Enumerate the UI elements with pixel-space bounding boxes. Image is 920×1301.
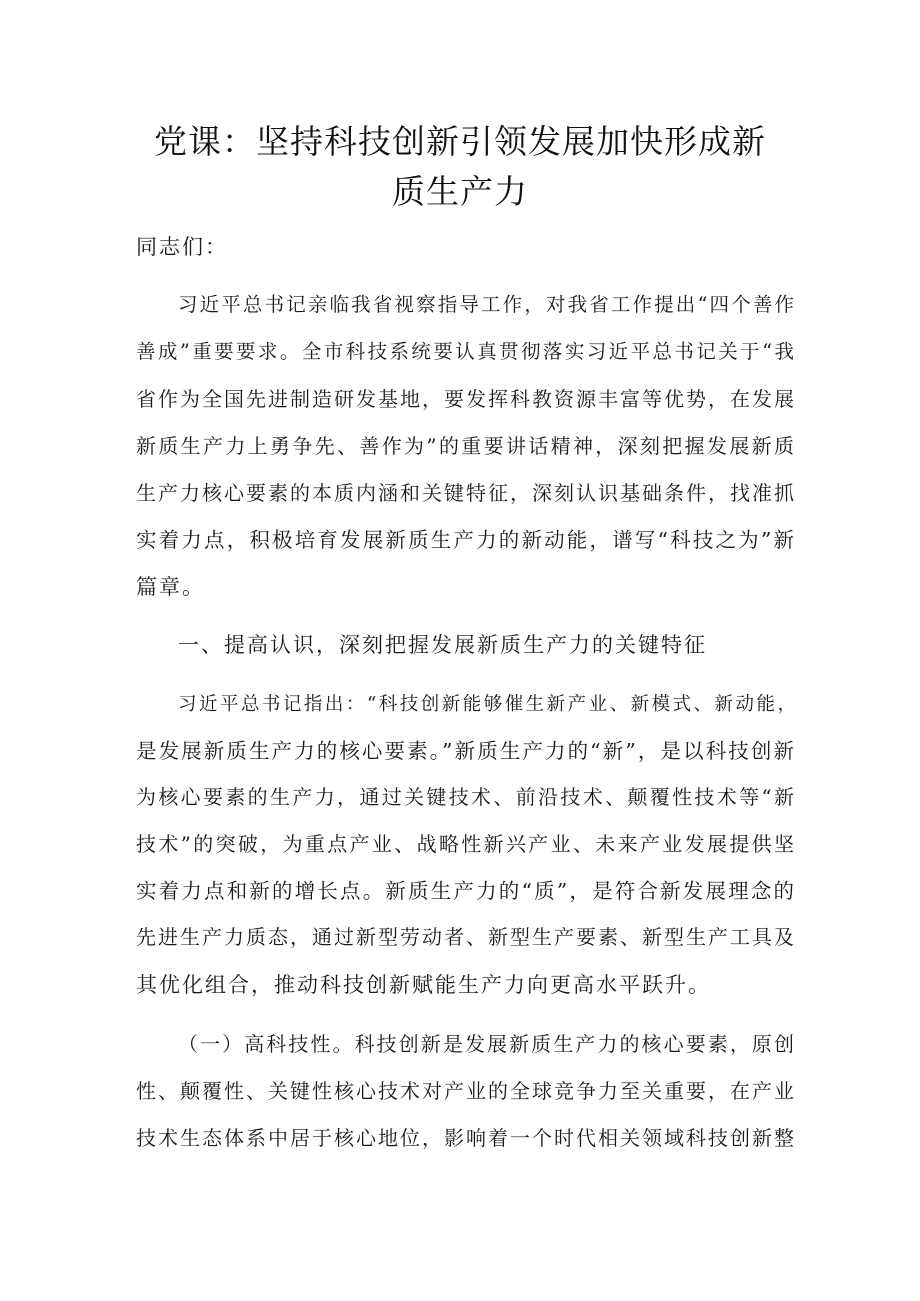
- intro-line: 习近平总书记亲临我省视察指导工作，对我省工作提出“四个善作: [178, 293, 796, 316]
- subsection-1-line: 性、颠覆性、关键性核心技术对产业的全球竞争力至关重要，在产业: [136, 1079, 796, 1103]
- intro-line: 生产力核心要素的本质内涵和关键特征，深刻认识基础条件，找准抓: [136, 481, 796, 505]
- intro-line: 实着力点，积极培育发展新质生产力的新动能，谱写“科技之为”新: [136, 528, 796, 552]
- section-1-line: 习近平总书记指出：“科技创新能够催生新产业、新模式、新动能，: [178, 694, 796, 715]
- section-1-line: 为核心要素的生产力，通过关键技术、前沿技术、颠覆性技术等“新: [136, 785, 796, 809]
- section-1-line: 先进生产力质态，通过新型劳动者、新型生产要素、新型生产工具及: [136, 925, 796, 949]
- section-1-line: 是发展新质生产力的核心要素。”新质生产力的“新”，是以科技创新: [136, 739, 796, 763]
- section-1-heading: 一、提高认识，深刻把握发展新质生产力的关键特征: [178, 633, 707, 657]
- intro-line: 省作为全国先进制造研发基地，要发挥科教资源丰富等优势，在发展: [136, 387, 796, 411]
- subsection-1-line: （一）高科技性。科技创新是发展新质生产力的核心要素，原创: [178, 1032, 796, 1056]
- document-title-line-1: 党课：坚持科技创新引领发展加快形成新: [154, 122, 766, 161]
- section-1-line: 技术”的突破，为重点产业、战略性新兴产业、未来产业发展提供坚: [136, 832, 796, 856]
- subsection-1-line: 技术生态体系中居于核心地位，影响着一个时代相关领域科技创新整: [136, 1126, 796, 1150]
- intro-line: 新质生产力上勇争先、善作为”的重要讲话精神，深刻把握发展新质: [136, 434, 796, 458]
- section-1-line: 实着力点和新的增长点。新质生产力的“质”，是符合新发展理念的: [136, 879, 796, 903]
- intro-line: 篇章。: [136, 575, 205, 599]
- salutation: 同志们：: [136, 235, 228, 259]
- section-1-line: 其优化组合，推动科技创新赋能生产力向更高水平跃升。: [136, 973, 711, 997]
- intro-line: 善成”重要要求。全市科技系统要认真贯彻落实习近平总书记关于“我: [136, 340, 796, 363]
- document-title-line-2: 质生产力: [392, 172, 528, 211]
